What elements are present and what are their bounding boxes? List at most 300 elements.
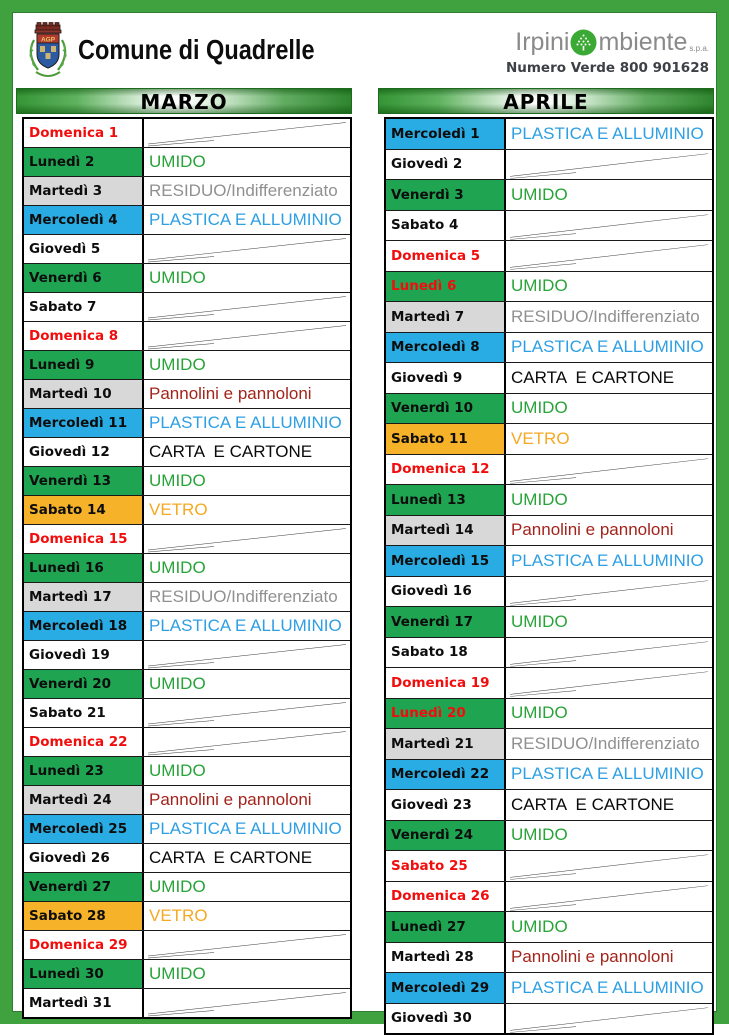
day-cell (24, 728, 144, 756)
waste-cell (506, 241, 712, 271)
waste-label: PLASTICA E ALLUMINIO (511, 550, 704, 570)
waste-cell (506, 211, 712, 241)
waste-cell (506, 821, 712, 851)
waste-label: UMIDO (511, 825, 568, 845)
day-label: Mercoledì 22 (391, 766, 490, 783)
day-label: Venerdì 17 (391, 613, 474, 630)
day-label: Lunedì 16 (29, 560, 104, 576)
day-row (386, 942, 712, 973)
waste-label: UMIDO (149, 558, 206, 577)
day-row (24, 350, 350, 379)
day-row (386, 911, 712, 942)
day-label: Domenica 12 (391, 461, 490, 478)
empty-diagonal-icon (506, 1004, 712, 1034)
day-cell (386, 180, 506, 210)
day-cell (24, 583, 144, 611)
day-label: Mercoledì 8 (391, 339, 480, 356)
waste-cell (506, 729, 712, 759)
day-row (386, 972, 712, 1003)
day-row (386, 179, 712, 210)
day-label: Domenica 15 (29, 531, 128, 547)
waste-label: PLASTICA E ALLUMINIO (511, 977, 704, 997)
waste-cell (144, 206, 350, 234)
day-row (24, 582, 350, 611)
day-label: Martedì 3 (29, 183, 103, 199)
waste-cell (506, 760, 712, 790)
waste-label: Pannolini e pannoloni (149, 384, 312, 403)
waste-cell (144, 960, 350, 988)
waste-cell (144, 815, 350, 843)
day-cell (24, 206, 144, 234)
day-cell (24, 293, 144, 321)
day-cell (386, 546, 506, 576)
day-cell (386, 577, 506, 607)
day-label: Giovedì 5 (29, 241, 101, 257)
waste-label: UMIDO (511, 703, 568, 723)
months (12, 88, 717, 1035)
day-cell (386, 363, 506, 393)
day-row (386, 637, 712, 668)
brand-block (506, 28, 709, 76)
day-label: Lunedì 20 (391, 705, 466, 722)
green-number: Numero Verde 800 901628 (505, 60, 709, 76)
waste-cell (144, 496, 350, 524)
brand-text-right: mbiente (598, 28, 688, 56)
day-cell (386, 821, 506, 851)
waste-cell (144, 728, 350, 756)
day-cell (24, 264, 144, 292)
day-row (24, 147, 350, 176)
waste-label: PLASTICA E ALLUMINIO (149, 819, 342, 838)
day-cell (24, 641, 144, 669)
day-row (24, 611, 350, 640)
day-cell (386, 394, 506, 424)
day-row (24, 756, 350, 785)
waste-label: RESIDUO/Indifferenziato (149, 181, 338, 200)
waste-label: CARTA E CARTONE (511, 367, 675, 387)
waste-cell (506, 1004, 712, 1034)
empty-diagonal-icon (144, 989, 350, 1017)
day-row (386, 301, 712, 332)
day-label: Martedì 21 (391, 735, 474, 752)
day-row (24, 843, 350, 872)
day-row (24, 466, 350, 495)
day-row (386, 271, 712, 302)
waste-cell (506, 546, 712, 576)
day-cell (24, 670, 144, 698)
waste-label: UMIDO (149, 268, 206, 287)
waste-label: PLASTICA E ALLUMINIO (149, 210, 342, 229)
empty-diagonal-icon (144, 699, 350, 727)
day-label: Martedì 10 (29, 386, 112, 402)
waste-label: VETRO (149, 906, 208, 925)
waste-cell (506, 973, 712, 1003)
day-cell (24, 467, 144, 495)
waste-cell (506, 577, 712, 607)
day-row (24, 553, 350, 582)
waste-label: RESIDUO/Indifferenziato (511, 733, 700, 753)
waste-cell (144, 235, 350, 263)
day-row (24, 785, 350, 814)
empty-diagonal-icon (506, 150, 712, 180)
waste-cell (506, 851, 712, 881)
day-row (386, 606, 712, 637)
month-header: APRILE (378, 88, 714, 114)
day-cell (386, 1004, 506, 1034)
day-label: Giovedì 2 (391, 156, 463, 173)
day-row (386, 484, 712, 515)
month-header: MARZO (16, 88, 352, 114)
waste-cell (144, 931, 350, 959)
day-label: Sabato 11 (391, 430, 468, 447)
day-label: Venerdì 24 (391, 827, 474, 844)
empty-diagonal-icon (144, 322, 350, 350)
empty-diagonal-icon (144, 641, 350, 669)
day-label: Lunedì 30 (29, 966, 104, 982)
day-row (24, 727, 350, 756)
day-cell (24, 989, 144, 1017)
waste-label: UMIDO (149, 152, 206, 171)
day-label: Giovedì 19 (29, 647, 110, 663)
waste-cell (506, 424, 712, 454)
empty-diagonal-icon (506, 211, 712, 241)
day-label: Venerdì 10 (391, 400, 474, 417)
day-label: Venerdì 6 (29, 270, 102, 286)
waste-cell (506, 638, 712, 668)
day-cell (386, 607, 506, 637)
day-cell (24, 119, 144, 147)
day-cell (24, 931, 144, 959)
day-label: Lunedì 23 (29, 763, 104, 779)
day-row (386, 423, 712, 454)
waste-cell (144, 264, 350, 292)
day-row (386, 820, 712, 851)
day-row (386, 545, 712, 576)
day-label: Sabato 25 (391, 857, 468, 874)
day-label: Domenica 22 (29, 734, 128, 750)
month-calendar (384, 117, 714, 1035)
day-label: Mercoledì 25 (29, 821, 128, 837)
day-cell (386, 790, 506, 820)
waste-label: UMIDO (511, 398, 568, 418)
day-label: Lunedì 6 (391, 278, 457, 295)
day-cell (386, 424, 506, 454)
day-label: Lunedì 13 (391, 491, 466, 508)
day-cell (386, 241, 506, 271)
waste-label: UMIDO (149, 761, 206, 780)
day-row (386, 240, 712, 271)
day-row (24, 495, 350, 524)
waste-label: VETRO (149, 500, 208, 519)
day-label: Mercoledì 11 (29, 415, 128, 431)
day-label: Sabato 4 (391, 217, 459, 234)
day-label: Giovedì 12 (29, 444, 110, 460)
empty-diagonal-icon (506, 241, 712, 271)
waste-label: UMIDO (511, 489, 568, 509)
day-cell (24, 380, 144, 408)
empty-diagonal-icon (144, 293, 350, 321)
waste-label: PLASTICA E ALLUMINIO (511, 337, 704, 357)
day-row (24, 901, 350, 930)
day-cell (24, 525, 144, 553)
month-calendar (22, 117, 352, 1019)
waste-cell (144, 989, 350, 1017)
waste-label: UMIDO (149, 877, 206, 896)
day-cell (386, 150, 506, 180)
waste-label: RESIDUO/Indifferenziato (511, 306, 700, 326)
day-row (24, 524, 350, 553)
day-cell (24, 786, 144, 814)
waste-label: UMIDO (149, 674, 206, 693)
day-row (24, 988, 350, 1017)
day-row (24, 437, 350, 466)
waste-cell (506, 150, 712, 180)
month-section (16, 88, 352, 1019)
waste-label: RESIDUO/Indifferenziato (149, 587, 338, 606)
empty-diagonal-icon (144, 931, 350, 959)
day-row (386, 698, 712, 729)
waste-label: Pannolini e pannoloni (511, 520, 674, 540)
day-cell (24, 177, 144, 205)
day-row (386, 759, 712, 790)
waste-cell (144, 148, 350, 176)
waste-label: VETRO (511, 428, 570, 448)
day-cell (386, 333, 506, 363)
day-row (386, 393, 712, 424)
day-label: Martedì 28 (391, 949, 474, 966)
waste-cell (144, 786, 350, 814)
day-row (24, 263, 350, 292)
waste-label: UMIDO (511, 184, 568, 204)
day-label: Mercoledì 15 (391, 552, 490, 569)
waste-cell (144, 177, 350, 205)
day-label: Sabato 21 (29, 705, 106, 721)
waste-cell (506, 607, 712, 637)
waste-cell (144, 670, 350, 698)
day-label: Sabato 7 (29, 299, 97, 315)
day-row (24, 814, 350, 843)
waste-cell (144, 380, 350, 408)
day-row (386, 789, 712, 820)
day-cell (386, 699, 506, 729)
day-label: Venerdì 27 (29, 879, 112, 895)
waste-cell (506, 455, 712, 485)
day-row (386, 332, 712, 363)
day-label: Martedì 7 (391, 308, 465, 325)
day-cell (386, 668, 506, 698)
waste-label: UMIDO (149, 355, 206, 374)
waste-cell (506, 363, 712, 393)
day-label: Domenica 5 (391, 247, 481, 264)
day-row (24, 698, 350, 727)
waste-cell (144, 873, 350, 901)
day-cell (24, 409, 144, 437)
day-cell (386, 485, 506, 515)
day-row (386, 728, 712, 759)
day-cell (386, 302, 506, 332)
day-cell (386, 851, 506, 881)
waste-label: PLASTICA E ALLUMINIO (149, 616, 342, 635)
day-label: Lunedì 9 (29, 357, 95, 373)
day-row (24, 119, 350, 147)
waste-cell (144, 438, 350, 466)
empty-diagonal-icon (506, 851, 712, 881)
page-title: Comune di Quadrelle (78, 34, 315, 65)
waste-cell (506, 485, 712, 515)
waste-cell (144, 902, 350, 930)
waste-cell (506, 302, 712, 332)
day-label: Lunedì 27 (391, 918, 466, 935)
waste-label: UMIDO (149, 471, 206, 490)
day-cell (24, 235, 144, 263)
waste-cell (144, 293, 350, 321)
day-label: Domenica 1 (29, 125, 119, 141)
day-label: Domenica 29 (29, 937, 128, 953)
day-cell (24, 612, 144, 640)
waste-cell (144, 583, 350, 611)
waste-cell (506, 394, 712, 424)
day-cell (386, 912, 506, 942)
day-cell (386, 211, 506, 241)
day-row (386, 515, 712, 546)
waste-cell (506, 699, 712, 729)
waste-cell (506, 882, 712, 912)
day-cell (24, 148, 144, 176)
day-cell (386, 882, 506, 912)
waste-cell (506, 790, 712, 820)
day-cell (386, 638, 506, 668)
day-row (24, 321, 350, 350)
waste-cell (144, 554, 350, 582)
waste-label: CARTA E CARTONE (511, 794, 675, 814)
brand-text-left: Irpini (515, 28, 570, 56)
day-row (24, 930, 350, 959)
tree-icon (570, 29, 597, 56)
month-section (378, 88, 714, 1035)
empty-diagonal-icon (506, 455, 712, 485)
svg-text:AGP: AGP (40, 36, 56, 44)
day-row (24, 408, 350, 437)
waste-cell (506, 272, 712, 302)
waste-label: CARTA E CARTONE (149, 442, 313, 461)
day-label: Domenica 19 (391, 674, 490, 691)
day-label: Giovedì 26 (29, 850, 110, 866)
day-label: Giovedì 16 (391, 583, 472, 600)
waste-cell (144, 119, 350, 147)
waste-cell (144, 612, 350, 640)
day-label: Venerdì 20 (29, 676, 112, 692)
waste-cell (506, 912, 712, 942)
day-label: Mercoledì 1 (391, 125, 480, 142)
waste-cell (144, 322, 350, 350)
waste-label: Pannolini e pannoloni (149, 790, 312, 809)
day-row (24, 379, 350, 408)
waste-cell (506, 668, 712, 698)
day-label: Mercoledì 29 (391, 979, 490, 996)
day-label: Sabato 28 (29, 908, 106, 924)
waste-cell (506, 333, 712, 363)
day-row (386, 667, 712, 698)
day-cell (386, 973, 506, 1003)
day-row (386, 149, 712, 180)
empty-diagonal-icon (506, 668, 712, 698)
waste-cell (144, 467, 350, 495)
waste-cell (144, 525, 350, 553)
day-row (386, 1003, 712, 1034)
day-row (24, 669, 350, 698)
day-cell (24, 873, 144, 901)
day-label: Martedì 31 (29, 995, 112, 1011)
day-label: Sabato 18 (391, 644, 468, 661)
waste-cell (506, 180, 712, 210)
day-cell (386, 943, 506, 973)
day-label: Martedì 17 (29, 589, 112, 605)
day-row (386, 576, 712, 607)
waste-label: UMIDO (511, 916, 568, 936)
day-row (386, 119, 712, 149)
day-cell (24, 960, 144, 988)
waste-label: CARTA E CARTONE (149, 848, 313, 867)
day-cell (386, 455, 506, 485)
waste-label: PLASTICA E ALLUMINIO (511, 123, 704, 143)
waste-label: Pannolini e pannoloni (511, 947, 674, 967)
waste-cell (506, 516, 712, 546)
empty-diagonal-icon (506, 638, 712, 668)
waste-cell (144, 699, 350, 727)
day-cell (386, 119, 506, 149)
day-label: Giovedì 23 (391, 796, 472, 813)
day-label: Venerdì 13 (29, 473, 112, 489)
day-label: Martedì 24 (29, 792, 112, 808)
day-row (24, 292, 350, 321)
day-label: Lunedì 2 (29, 154, 95, 170)
waste-cell (144, 844, 350, 872)
day-cell (24, 902, 144, 930)
day-cell (24, 815, 144, 843)
day-cell (24, 351, 144, 379)
header (12, 12, 717, 88)
day-label: Mercoledì 18 (29, 618, 128, 634)
waste-cell (506, 943, 712, 973)
day-row (386, 850, 712, 881)
empty-diagonal-icon (506, 882, 712, 912)
day-row (24, 205, 350, 234)
day-row (386, 454, 712, 485)
day-cell (24, 496, 144, 524)
comune-crest-logo (24, 22, 72, 84)
waste-cell (144, 757, 350, 785)
waste-label: UMIDO (511, 611, 568, 631)
day-row (386, 362, 712, 393)
day-label: Venerdì 3 (391, 186, 464, 203)
brand-suffix: s.p.a. (689, 44, 709, 53)
day-cell (386, 760, 506, 790)
day-row (386, 210, 712, 241)
day-row (24, 234, 350, 263)
day-cell (24, 699, 144, 727)
day-cell (386, 272, 506, 302)
day-row (24, 176, 350, 205)
waste-label: PLASTICA E ALLUMINIO (511, 764, 704, 784)
day-label: Martedì 14 (391, 522, 474, 539)
day-cell (24, 844, 144, 872)
irpiniambiente-logo (506, 28, 709, 57)
waste-label: UMIDO (149, 964, 206, 983)
day-cell (386, 729, 506, 759)
waste-cell (144, 641, 350, 669)
day-cell (24, 757, 144, 785)
empty-diagonal-icon (144, 119, 350, 147)
